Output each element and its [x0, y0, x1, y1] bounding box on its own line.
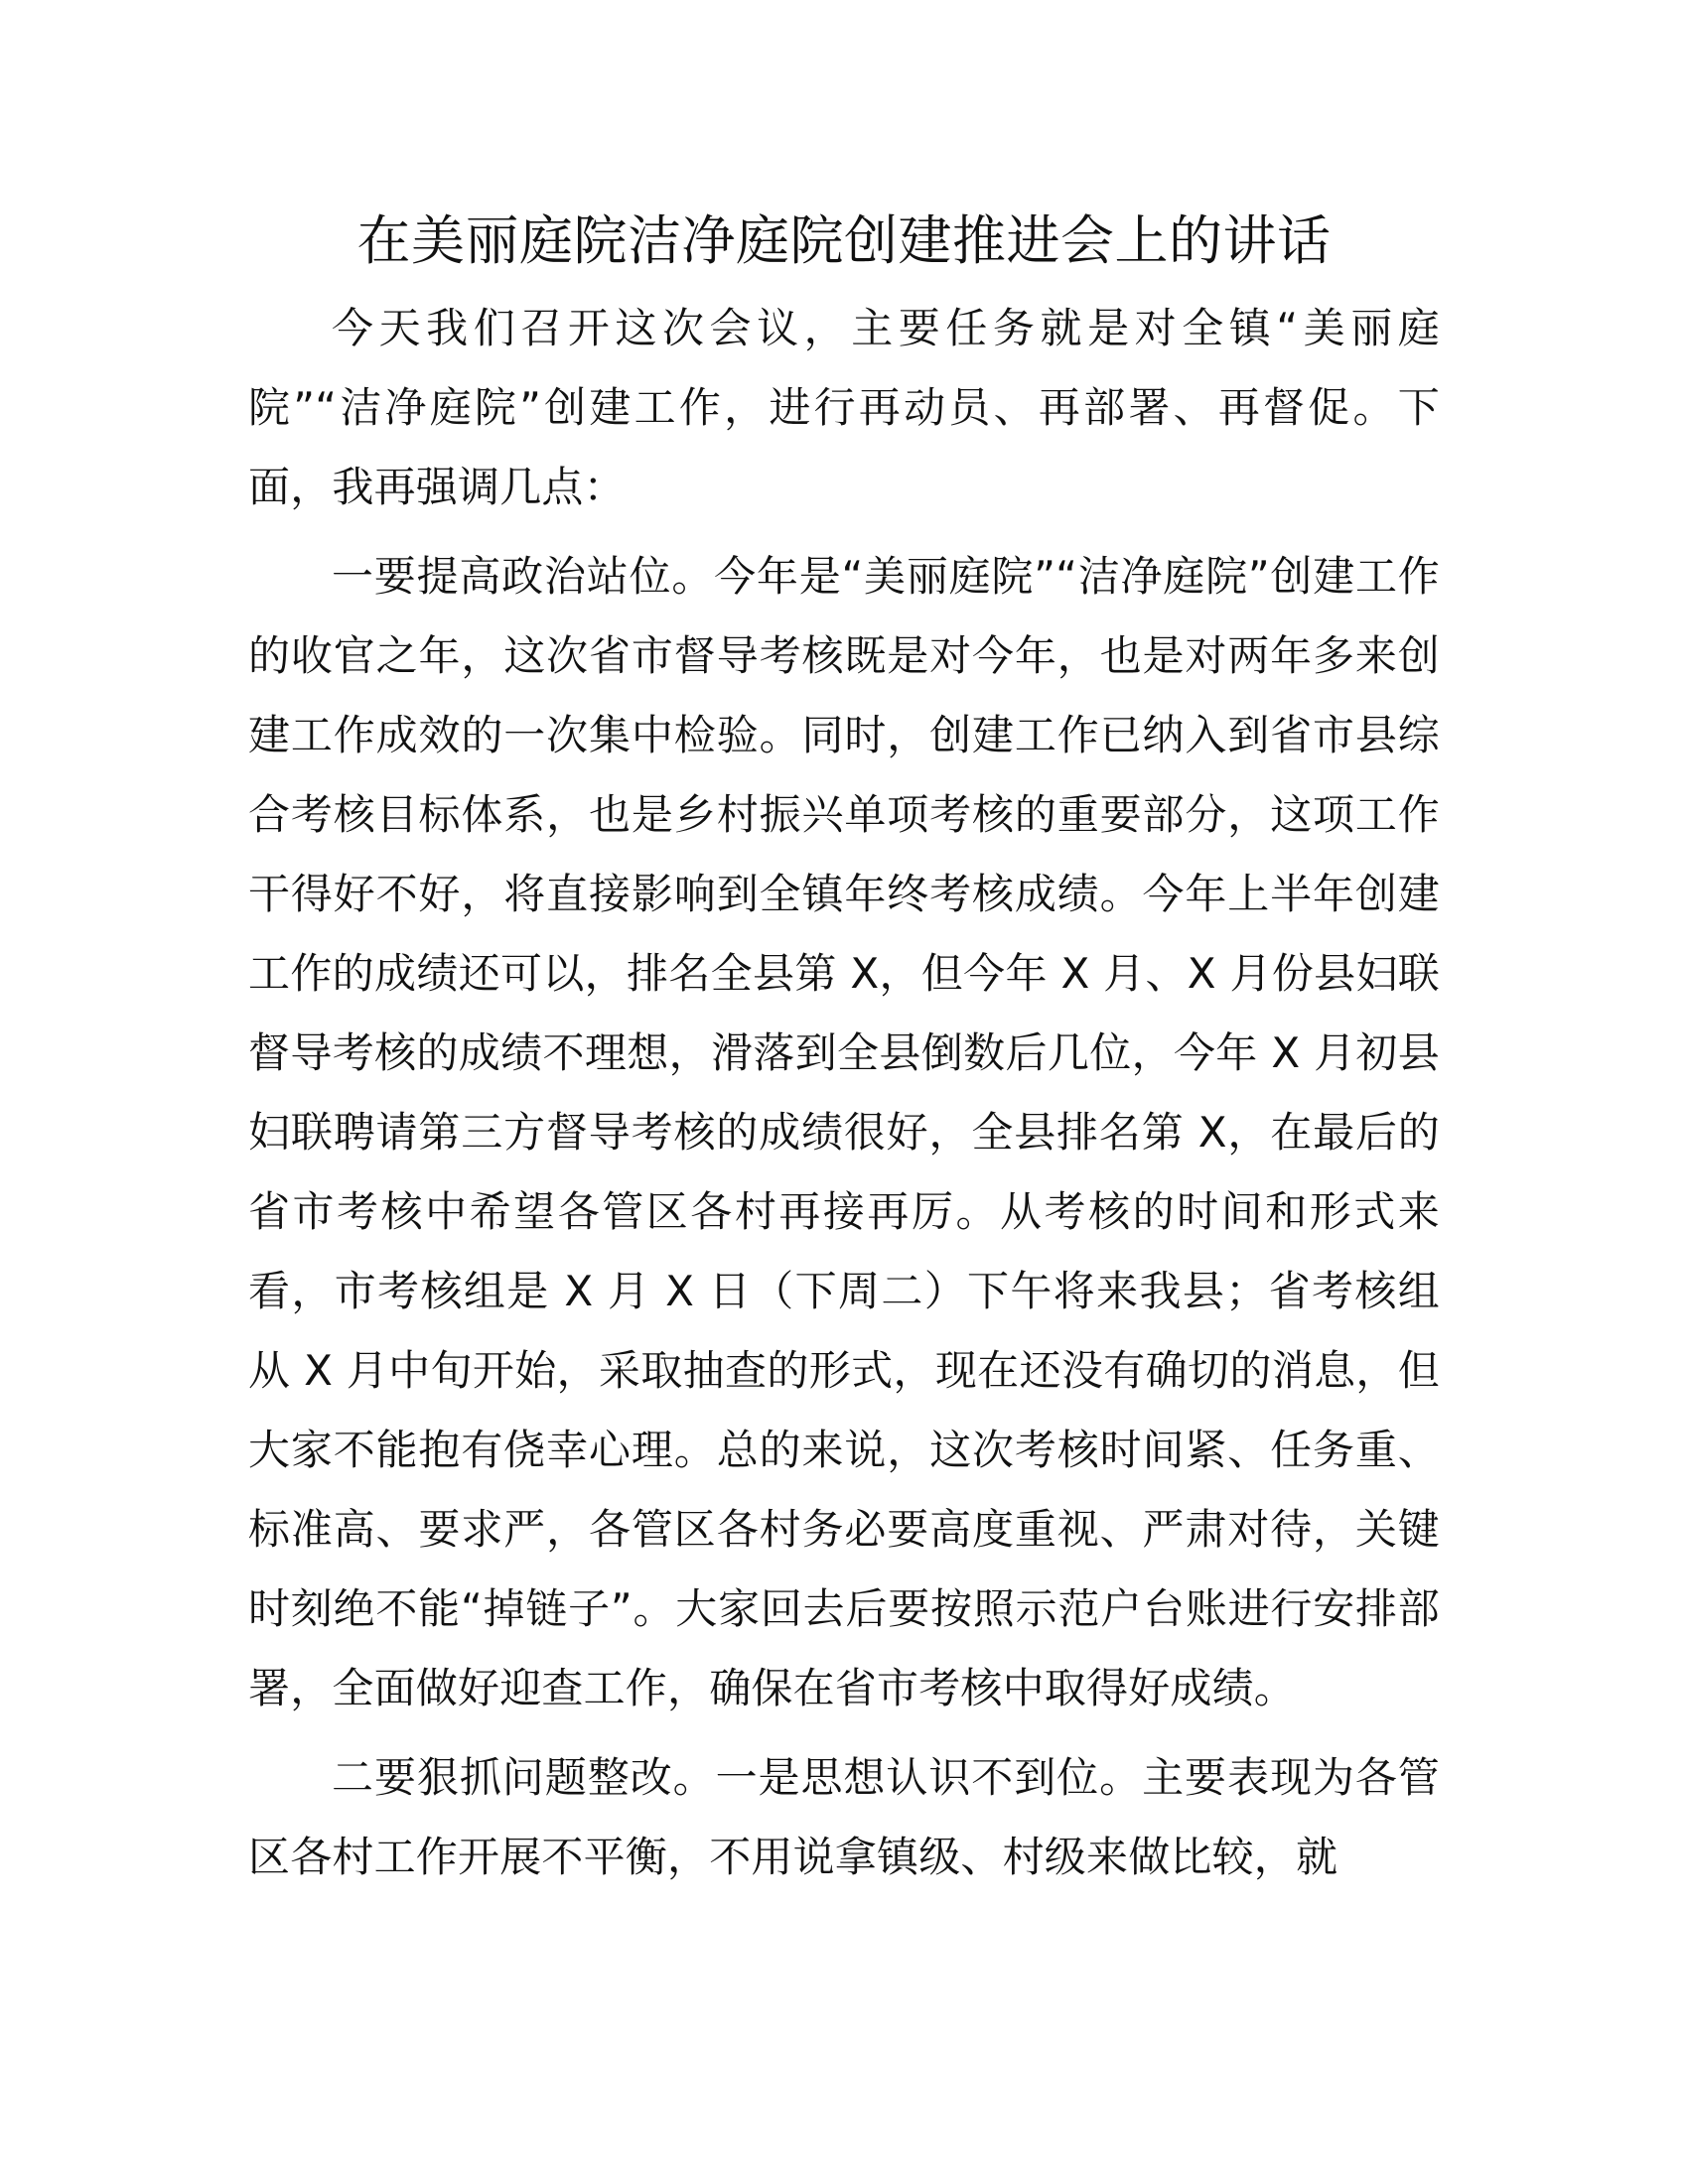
paragraph-intro: 今天我们召开这次会议，主要任务就是对全镇“美丽庭院”“洁净庭院”创建工作，进行再动员、再部署、再督促。下面，我再强调几点：	[248, 304, 1440, 511]
paragraph-point-two: 二要狠抓问题整改。一是思想认识不到位。主要表现为各管区各村工作开展不平衡，不用说拿镇级、村级来做比较，就	[248, 1753, 1440, 1881]
document-page	[248, 204, 1440, 1897]
document-title: 在美丽庭院洁净庭院创建推进会上的讲话	[356, 209, 1332, 272]
paragraph-point-one: 一要提高政治站位。今年是“美丽庭院”“洁净庭院”创建工作的收官之年，这次省市督导考核既是对今年，也是对两年多来创建工作成效的一次集中检验。同时，创建工作已纳入到省市县综合考核目标体系，也是乡村振兴单项考核的重要部分，这项工作干得好不好，将直接影响到全镇年终考核成绩。今年上半年创建工作的成绩还可以，排名全县第 X，但今年 X 月、X 月份县妇联督导考核的成绩不理想，滑落到全县倒数后几位，今年 X 月初县妇联聘请第三方督导考核的成绩很好，全县排名第 X，在最后的省市考核中希望各管区各村再接再厉。从考核的时间和形式来看，市考核组是 X 月 X 日（下周二）下午将来我县；省考核组从 X 月中旬开始，采取抽查的形式，现在还没有确切的消息，但大家不能抱有侥幸心理。总的来说，这次考核时间紧、任务重、标准高、要求严，各管区各村务必要高度重视、严肃对待，关键时刻绝不能“掉链子”。大家回去后要按照示范户台账进行安排部署，全面做好迎查工作，确保在省市考核中取得好成绩。	[248, 552, 1440, 1712]
